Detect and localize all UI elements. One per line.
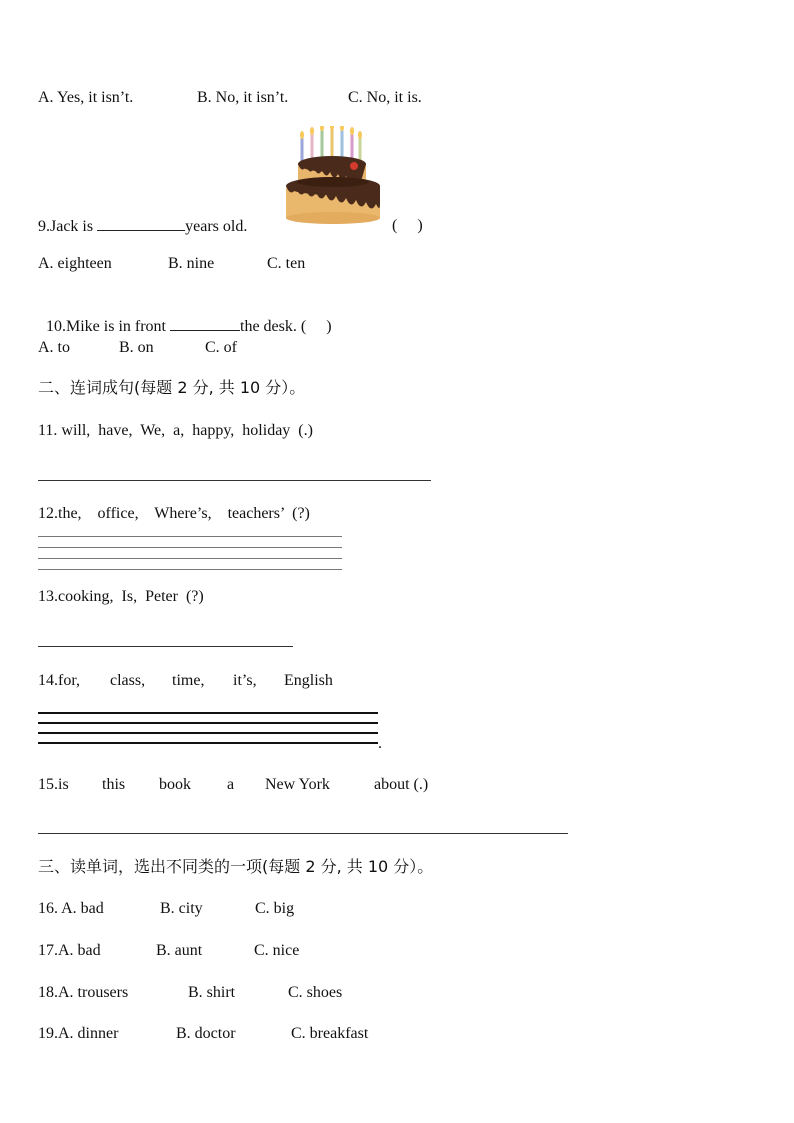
q16-option-c: C. big [255,900,295,917]
q17-option-a: 17.A. bad [38,942,101,959]
q8-option-b: B. No, it isn’t. [197,89,289,106]
q15-answer-line[interactable] [38,833,568,834]
q14-word-1: 14.for, [38,672,81,689]
q14-answer-line-3[interactable] [38,732,378,734]
q12-answer-line-4[interactable] [38,569,342,570]
q10-option-b: B. on [119,339,154,356]
q14-period: . [378,735,382,752]
q15-word-5: New York [265,776,330,793]
q9-option-c: C. ten [267,255,306,272]
q15-word-2: this [102,776,126,793]
birthday-cake-icon [282,126,384,224]
q9-answer-blank[interactable] [97,216,185,231]
q15-word-3: book [159,776,191,793]
q8-option-a: A. Yes, it isn’t. [38,89,134,106]
q10-option-a: A. to [38,339,70,356]
q16-option-a: 16. A. bad [38,900,104,917]
q19-option-c: C. breakfast [291,1025,369,1042]
q9-text-after: years old. [185,218,248,235]
section3-heading: 三、读单词，选出不同类的一项(每题 2 分, 共 10 分）。 [38,857,434,876]
q13-prompt: 13.cooking, Is, Peter (?) [38,588,204,605]
q15-word-4: a [227,776,235,793]
q19-option-b: B. doctor [176,1025,236,1042]
q9-option-b: B. nine [168,255,215,272]
q13-answer-line[interactable] [38,646,293,647]
q10-text-before: 10.Mike is in front [46,318,170,335]
q14-word-4: it’s, [233,672,257,689]
q15-word-1: 15.is [38,776,69,793]
q17-option-b: B. aunt [156,942,203,959]
q18-option-c: C. shoes [288,984,343,1001]
q9-answer-bracket[interactable]: ( ) [392,217,423,234]
q10-answer-blank[interactable] [170,316,240,331]
q14-answer-line-2[interactable] [38,722,378,724]
q10-option-c: C. of [205,339,237,356]
q12-answer-line-1[interactable] [38,536,342,537]
q9-option-a: A. eighteen [38,255,112,272]
q9-question [38,216,247,237]
q14-word-5: English [284,672,333,689]
q10-text-after: the desk. ( ) [240,318,332,335]
q14-answer-line-1[interactable] [38,712,378,714]
q12-answer-line-2[interactable] [38,547,342,548]
q9-text-before: 9.Jack is [38,218,98,235]
section2-heading: 二、连词成句(每题 2 分, 共 10 分）。 [38,378,306,397]
q14-word-2: class, [110,672,146,689]
q16-option-b: B. city [160,900,203,917]
q8-option-c: C. No, it is. [348,89,422,106]
q14-answer-line-4[interactable] [38,742,378,744]
q11-prompt: 11. will, have, We, a, happy, holiday (.) [38,422,313,439]
q10-question [38,296,332,337]
q11-answer-line[interactable] [38,480,431,481]
q14-word-3: time, [172,672,205,689]
q12-answer-line-3[interactable] [38,558,342,559]
q18-option-a: 18.A. trousers [38,984,129,1001]
q15-word-6: about (.) [374,776,429,793]
q12-prompt: 12.the, office, Where’s, teachers’ (?) [38,505,310,522]
q17-option-c: C. nice [254,942,300,959]
q18-option-b: B. shirt [188,984,236,1001]
q19-option-a: 19.A. dinner [38,1025,119,1042]
